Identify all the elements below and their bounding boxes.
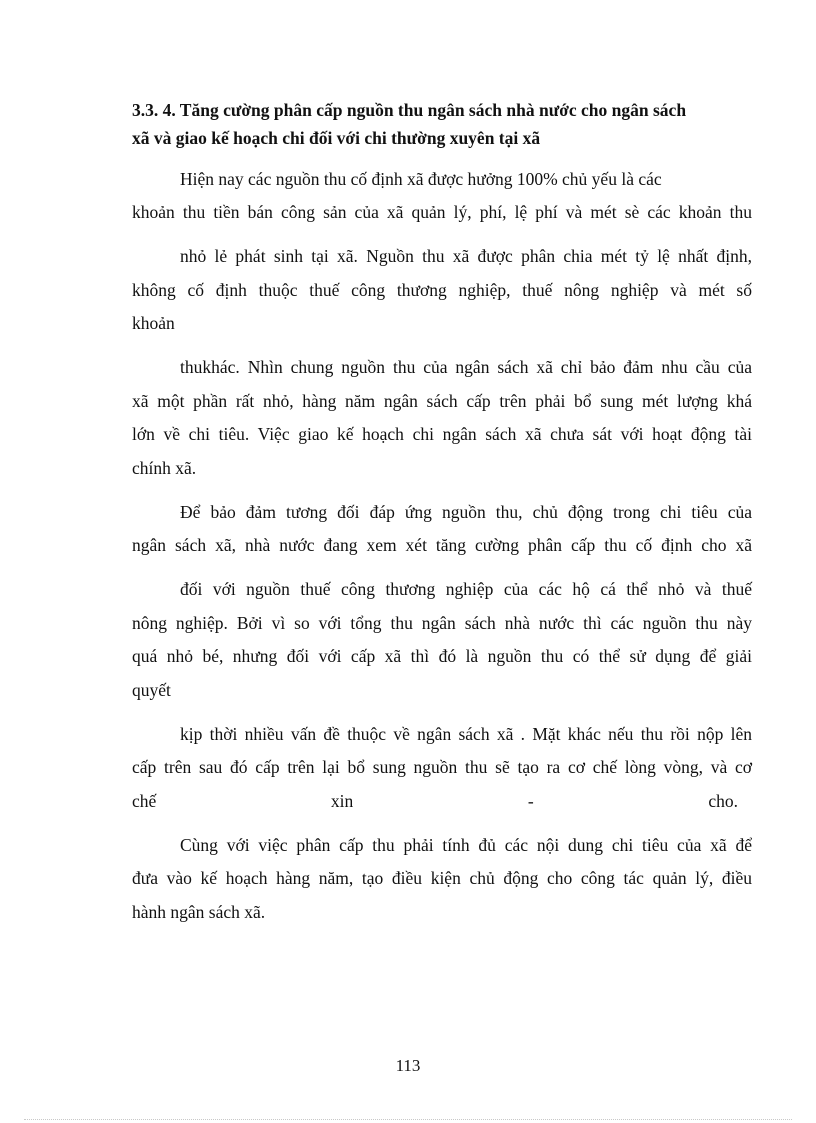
page-number: 113 [395,1056,421,1075]
section-heading [132,96,752,152]
paragraph-3-line-1: Cùng với việc phân cấp thu phải tính đủ các nội dung chi tiêu của xã để [180,835,752,855]
paragraph-1-line-5: khoản [132,313,175,333]
paragraph-2-line-9: chế xin - cho. [132,791,738,811]
paragraph-1-line-2: khoản thu tiền bán công sản của xã quản lý, phí, lệ phí và mét sè các khoản thu [132,202,752,222]
section-heading-line-2: xã và giao kế hoạch chi đối với chi thường xuyên tại xã [132,128,541,148]
paragraph-3-line-2: đưa vào kế hoạch hàng năm, tạo điều kiện chủ động cho công tác quản lý, điều [132,868,752,888]
section-heading-line-1: 3.3. 4. Tăng cường phân cấp nguồn thu ngân sách nhà nước cho ngân sách [132,100,687,120]
paragraph-2-line-6: quyết [132,680,171,700]
paragraph-2-line-2: ngân sách xã, nhà nước đang xem xét tăng cường phân cấp thu cố định cho xã [132,535,752,555]
paragraph-2-line-8: cấp trên sau đó cấp trên lại bổ sung nguồn thu sẽ tạo ra cơ chế lòng vòng, và cơ [132,757,752,777]
paragraph-2-line-7: kịp thời nhiều vấn đề thuộc về ngân sách xã . Mặt khác nếu thu rồi nộp lên [180,724,752,744]
paragraph-1-line-7: xã một phần rất nhỏ, hàng năm ngân sách cấp trên phải bổ sung mét lượng khá [132,391,752,411]
paragraph-1-line-1: Hiện nay các nguồn thu cố định xã được hưởng 100% chủ yếu là các [180,169,662,189]
page-bottom-rule [24,1119,792,1120]
paragraph-2-line-5: quá nhỏ bé, nhưng đối với cấp xã thì đó là nguồn thu có thể sử dụng để giải [132,646,752,666]
paragraph-1-line-4: không cố định thuộc thuế công thương nghiệp, thuế nông nghiệp và mét số [132,280,752,300]
paragraph-1-line-9: chính xã. [132,458,197,478]
paragraph-2-line-4: nông nghiệp. Bởi vì so với tổng thu ngân sách nhà nước thì các nguồn thu này [132,613,752,633]
paragraph-2-line-1: Để bảo đảm tương đối đáp ứng nguồn thu, chủ động trong chi tiêu của [180,502,752,522]
paragraph-1-line-3: nhỏ lẻ phát sinh tại xã. Nguồn thu xã được phân chia mét tỷ lệ nhất định, [180,246,752,266]
paragraph-3-line-3: hành ngân sách xã. [132,902,266,922]
paragraph-2-line-3: đối với nguồn thuế công thương nghiệp của các hộ cá thể nhỏ và thuế [180,579,752,599]
paragraph-1-line-8: lớn về chi tiêu. Việc giao kế hoạch chi ngân sách xã chưa sát với hoạt động tài [132,424,752,444]
paragraph-1-line-6: thukhác. Nhìn chung nguồn thu của ngân sách xã chỉ bảo đảm nhu cầu của [180,357,752,377]
